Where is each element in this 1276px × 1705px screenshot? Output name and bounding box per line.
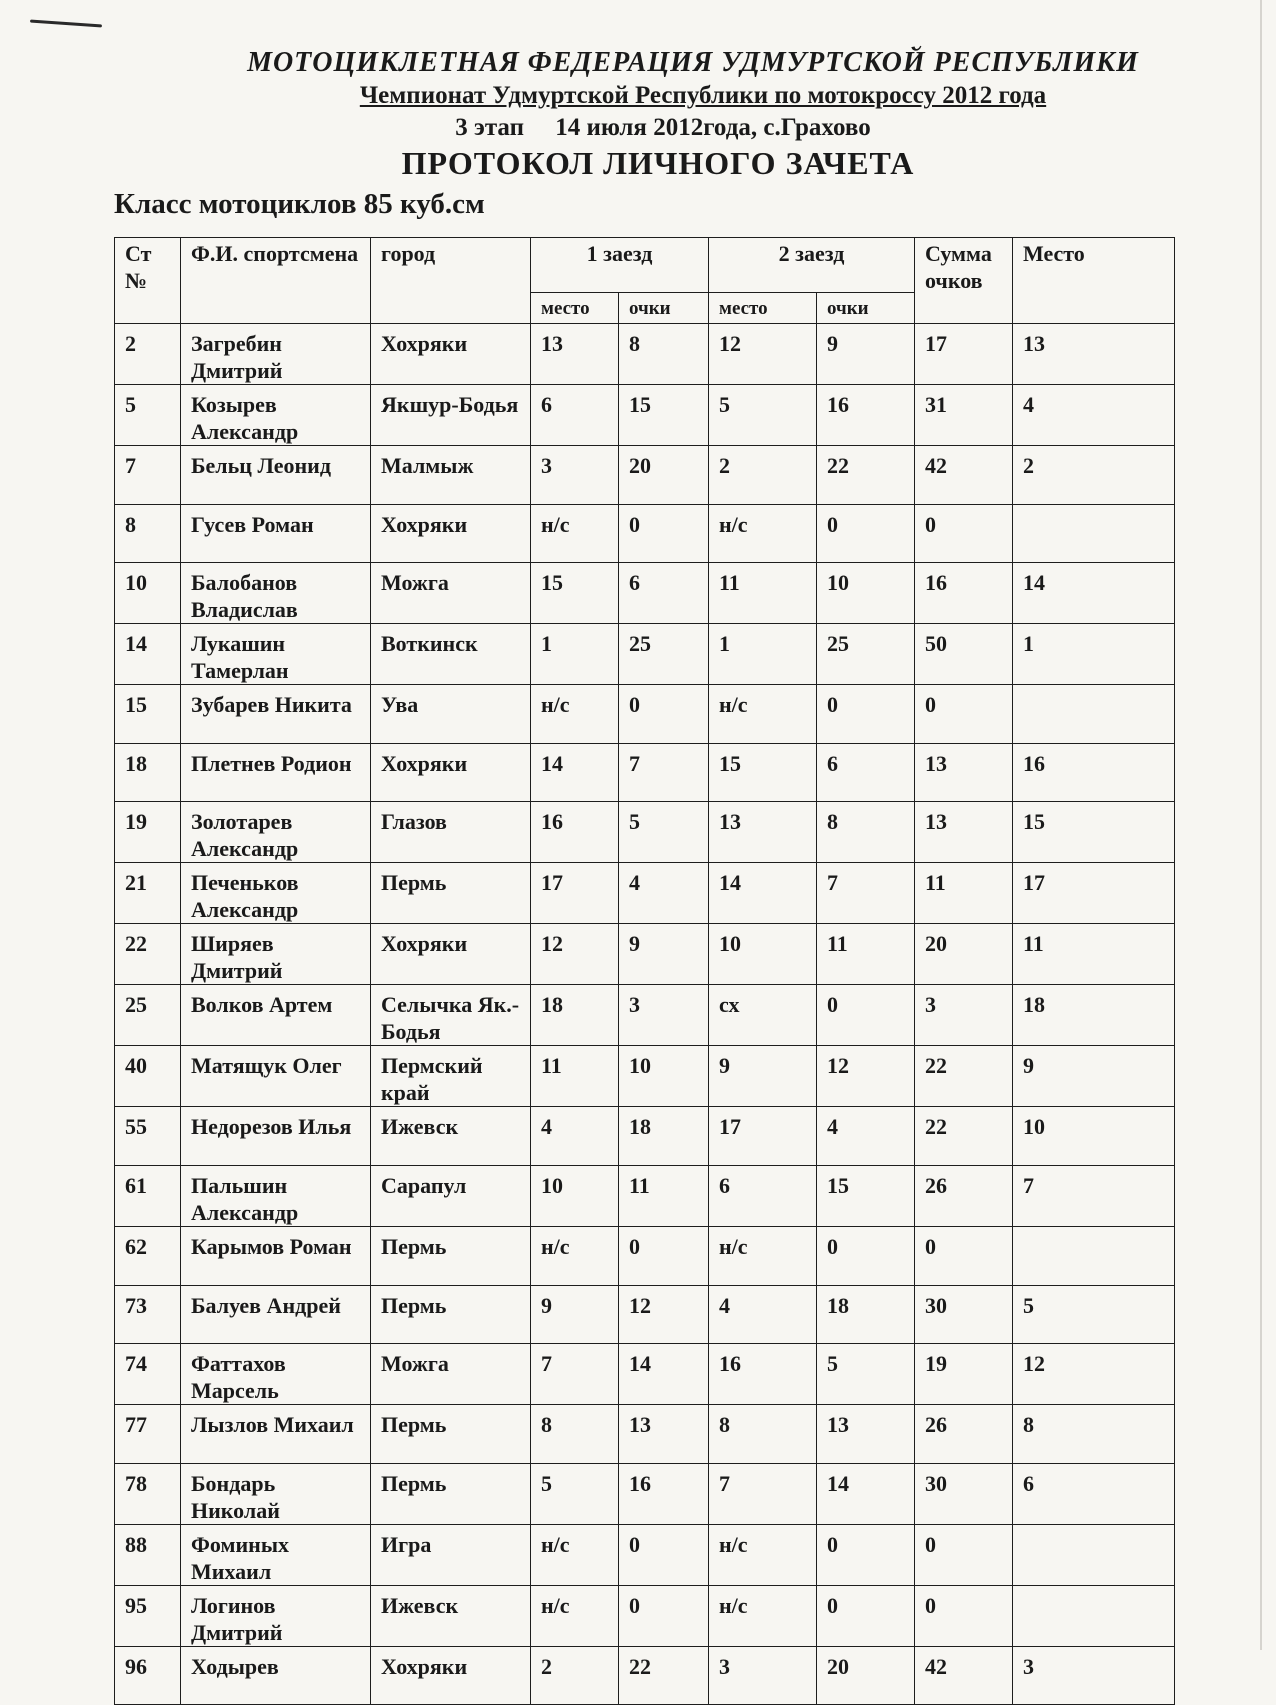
- cell-place: 2: [1013, 446, 1175, 505]
- cell-place: 4: [1013, 385, 1175, 446]
- cell-place: 14: [1013, 563, 1175, 624]
- cell-race2-points: 5: [817, 1344, 915, 1405]
- cell-race1-place: 16: [531, 802, 619, 863]
- cell-race2-place: 12: [709, 324, 817, 385]
- cell-race2-points: 13: [817, 1405, 915, 1464]
- cell-race1-place: 9: [531, 1285, 619, 1344]
- cell-race2-place: н/с: [709, 1585, 817, 1646]
- cell-city: Селычка Як.-Бодья: [371, 985, 531, 1046]
- cell-number: 22: [115, 924, 181, 985]
- cell-total: 50: [915, 624, 1013, 685]
- cell-race2-place: 16: [709, 1344, 817, 1405]
- cell-race1-points: 18: [619, 1107, 709, 1166]
- cell-name: Гусев Роман: [181, 504, 371, 563]
- cell-race2-points: 8: [817, 802, 915, 863]
- table-row: [115, 1046, 1175, 1107]
- cell-total: 0: [915, 504, 1013, 563]
- cell-race1-place: 4: [531, 1107, 619, 1166]
- cell-race1-points: 12: [619, 1285, 709, 1344]
- cell-race2-place: 4: [709, 1285, 817, 1344]
- cell-city: Пермь: [371, 1285, 531, 1344]
- cell-race1-place: 5: [531, 1463, 619, 1524]
- cell-race1-points: 16: [619, 1463, 709, 1524]
- cell-total: 30: [915, 1463, 1013, 1524]
- cell-name: Недорезов Илья: [181, 1107, 371, 1166]
- cell-city: Малмыж: [371, 446, 531, 505]
- cell-place: 12: [1013, 1344, 1175, 1405]
- cell-race2-place: 2: [709, 446, 817, 505]
- cell-number: 55: [115, 1107, 181, 1166]
- table-row: [115, 385, 1175, 446]
- cell-name: Лукашин Тамерлан: [181, 624, 371, 685]
- cell-name: Ходырев: [181, 1646, 371, 1705]
- cell-race2-place: 1: [709, 624, 817, 685]
- cell-number: 19: [115, 802, 181, 863]
- cell-place: 3: [1013, 1646, 1175, 1705]
- cell-place: [1013, 1585, 1175, 1646]
- cell-race2-points: 16: [817, 385, 915, 446]
- cell-race2-place: н/с: [709, 504, 817, 563]
- cell-race1-place: 2: [531, 1646, 619, 1705]
- cell-total: 42: [915, 446, 1013, 505]
- cell-race1-place: 3: [531, 446, 619, 505]
- cell-race1-place: н/с: [531, 504, 619, 563]
- cell-place: 10: [1013, 1107, 1175, 1166]
- cell-place: 8: [1013, 1405, 1175, 1464]
- table-row: [115, 1226, 1175, 1285]
- cell-race2-place: 3: [709, 1646, 817, 1705]
- cell-race2-points: 0: [817, 1226, 915, 1285]
- cell-race1-points: 6: [619, 563, 709, 624]
- cell-race1-points: 0: [619, 1524, 709, 1585]
- cell-place: 5: [1013, 1285, 1175, 1344]
- cell-race1-place: н/с: [531, 1585, 619, 1646]
- cell-total: 11: [915, 863, 1013, 924]
- cell-total: 17: [915, 324, 1013, 385]
- cell-name: Бельц Леонид: [181, 446, 371, 505]
- stage-info: 3 этап 14 июля 2012года, с.Грахово: [455, 114, 871, 141]
- table-row: [115, 1524, 1175, 1585]
- header-race1-points: очки: [619, 293, 709, 324]
- table-row: [115, 1344, 1175, 1405]
- cell-race1-points: 20: [619, 446, 709, 505]
- cell-race2-place: 14: [709, 863, 817, 924]
- cell-race2-place: сх: [709, 985, 817, 1046]
- cell-city: Хохряки: [371, 743, 531, 802]
- table-row: [115, 1165, 1175, 1226]
- cell-race2-points: 0: [817, 1585, 915, 1646]
- cell-race2-points: 18: [817, 1285, 915, 1344]
- cell-city: Ижевск: [371, 1107, 531, 1166]
- cell-city: Можга: [371, 563, 531, 624]
- cell-race1-place: 15: [531, 563, 619, 624]
- cell-name: Печеньков Александр: [181, 863, 371, 924]
- cell-race2-place: 8: [709, 1405, 817, 1464]
- cell-race1-points: 5: [619, 802, 709, 863]
- cell-city: Пермский край: [371, 1046, 531, 1107]
- cell-place: 15: [1013, 802, 1175, 863]
- cell-city: Ижевск: [371, 1585, 531, 1646]
- cell-race2-points: 7: [817, 863, 915, 924]
- cell-race2-place: 7: [709, 1463, 817, 1524]
- cell-place: 18: [1013, 985, 1175, 1046]
- cell-total: 42: [915, 1646, 1013, 1705]
- cell-number: 95: [115, 1585, 181, 1646]
- cell-place: [1013, 1524, 1175, 1585]
- protocol-title: ПРОТОКОЛ ЛИЧНОГО ЗАЧЕТА: [401, 145, 915, 181]
- cell-place: [1013, 504, 1175, 563]
- table-row: [115, 1646, 1175, 1705]
- cell-race1-place: 12: [531, 924, 619, 985]
- cell-race2-place: н/с: [709, 685, 817, 744]
- cell-race1-points: 25: [619, 624, 709, 685]
- cell-number: 88: [115, 1524, 181, 1585]
- cell-race1-place: 18: [531, 985, 619, 1046]
- cell-number: 5: [115, 385, 181, 446]
- table-row: [115, 1405, 1175, 1464]
- cell-number: 25: [115, 985, 181, 1046]
- results-table: [114, 237, 1175, 1705]
- cell-race1-place: н/с: [531, 1226, 619, 1285]
- table-row: [115, 624, 1175, 685]
- cell-number: 74: [115, 1344, 181, 1405]
- header-total: Сумма очков: [915, 238, 1013, 324]
- header-race2: 2 заезд: [709, 238, 915, 293]
- cell-race2-place: 11: [709, 563, 817, 624]
- cell-race1-points: 8: [619, 324, 709, 385]
- cell-race2-points: 0: [817, 504, 915, 563]
- cell-race1-place: 11: [531, 1046, 619, 1107]
- header-city: город: [371, 238, 531, 324]
- cell-race1-points: 22: [619, 1646, 709, 1705]
- cell-race1-points: 0: [619, 504, 709, 563]
- cell-name: Фаттахов Марсель: [181, 1344, 371, 1405]
- cell-number: 10: [115, 563, 181, 624]
- cell-race2-points: 12: [817, 1046, 915, 1107]
- table-row: [115, 1285, 1175, 1344]
- cell-race2-place: 5: [709, 385, 817, 446]
- cell-race2-points: 0: [817, 685, 915, 744]
- cell-place: 6: [1013, 1463, 1175, 1524]
- cell-name: Пальшин Александр: [181, 1165, 371, 1226]
- cell-city: Пермь: [371, 1405, 531, 1464]
- cell-race1-points: 11: [619, 1165, 709, 1226]
- cell-name: Загребин Дмитрий: [181, 324, 371, 385]
- cell-total: 0: [915, 1226, 1013, 1285]
- cell-number: 21: [115, 863, 181, 924]
- cell-race2-place: н/с: [709, 1226, 817, 1285]
- cell-name: Золотарев Александр: [181, 802, 371, 863]
- table-row: [115, 1585, 1175, 1646]
- table-row: [115, 1463, 1175, 1524]
- cell-race1-place: 1: [531, 624, 619, 685]
- cell-name: Балобанов Владислав: [181, 563, 371, 624]
- cell-race2-points: 0: [817, 1524, 915, 1585]
- cell-number: 15: [115, 685, 181, 744]
- document-header: [0, 46, 1276, 182]
- cell-name: Лызлов Михаил: [181, 1405, 371, 1464]
- cell-total: 30: [915, 1285, 1013, 1344]
- scan-pen-mark: [30, 19, 102, 27]
- cell-place: 17: [1013, 863, 1175, 924]
- results-body: [115, 324, 1175, 1705]
- cell-race1-points: 14: [619, 1344, 709, 1405]
- table-row: [115, 324, 1175, 385]
- cell-race2-points: 14: [817, 1463, 915, 1524]
- table-row: [115, 743, 1175, 802]
- cell-number: 8: [115, 504, 181, 563]
- header-place: Место: [1013, 238, 1175, 324]
- cell-place: 16: [1013, 743, 1175, 802]
- cell-name: Ширяев Дмитрий: [181, 924, 371, 985]
- cell-race2-place: н/с: [709, 1524, 817, 1585]
- cell-race2-points: 25: [817, 624, 915, 685]
- cell-city: Якшур-Бодья: [371, 385, 531, 446]
- table-row: [115, 685, 1175, 744]
- cell-city: Пермь: [371, 1226, 531, 1285]
- cell-race1-place: 17: [531, 863, 619, 924]
- cell-city: Можга: [371, 1344, 531, 1405]
- cell-race1-place: 14: [531, 743, 619, 802]
- cell-race1-place: 13: [531, 324, 619, 385]
- cell-name: Зубарев Никита: [181, 685, 371, 744]
- class-title: Класс мотоциклов 85 куб.см: [114, 188, 485, 220]
- table-row: [115, 1107, 1175, 1166]
- cell-race1-place: 10: [531, 1165, 619, 1226]
- cell-number: 40: [115, 1046, 181, 1107]
- cell-race1-points: 15: [619, 385, 709, 446]
- table-row: [115, 446, 1175, 505]
- cell-place: 11: [1013, 924, 1175, 985]
- cell-number: 14: [115, 624, 181, 685]
- cell-total: 13: [915, 743, 1013, 802]
- cell-city: Пермь: [371, 863, 531, 924]
- cell-total: 26: [915, 1165, 1013, 1226]
- cell-race1-points: 4: [619, 863, 709, 924]
- cell-total: 22: [915, 1107, 1013, 1166]
- cell-place: 9: [1013, 1046, 1175, 1107]
- cell-race2-points: 11: [817, 924, 915, 985]
- cell-race1-points: 13: [619, 1405, 709, 1464]
- cell-race2-place: 10: [709, 924, 817, 985]
- cell-race2-points: 4: [817, 1107, 915, 1166]
- cell-total: 3: [915, 985, 1013, 1046]
- cell-name: Карымов Роман: [181, 1226, 371, 1285]
- header-number: Ст №: [115, 238, 181, 324]
- cell-total: 0: [915, 1524, 1013, 1585]
- cell-race1-points: 7: [619, 743, 709, 802]
- cell-city: Ува: [371, 685, 531, 744]
- cell-place: 13: [1013, 324, 1175, 385]
- cell-race2-points: 9: [817, 324, 915, 385]
- cell-race2-place: 6: [709, 1165, 817, 1226]
- cell-place: [1013, 1226, 1175, 1285]
- cell-name: Плетнев Родион: [181, 743, 371, 802]
- cell-race1-points: 0: [619, 1226, 709, 1285]
- cell-race2-points: 15: [817, 1165, 915, 1226]
- cell-race1-points: 0: [619, 1585, 709, 1646]
- cell-number: 2: [115, 324, 181, 385]
- cell-name: Волков Артем: [181, 985, 371, 1046]
- cell-race1-place: 6: [531, 385, 619, 446]
- cell-total: 0: [915, 1585, 1013, 1646]
- cell-city: Хохряки: [371, 1646, 531, 1705]
- scan-edge-line: [1260, 0, 1262, 1650]
- table-row: [115, 563, 1175, 624]
- cell-number: 77: [115, 1405, 181, 1464]
- header-race2-points: очки: [817, 293, 915, 324]
- table-row: [115, 985, 1175, 1046]
- cell-race1-points: 10: [619, 1046, 709, 1107]
- table-row: [115, 504, 1175, 563]
- cell-city: Хохряки: [371, 504, 531, 563]
- cell-name: Фоминых Михаил: [181, 1524, 371, 1585]
- cell-race2-place: 17: [709, 1107, 817, 1166]
- cell-number: 18: [115, 743, 181, 802]
- cell-city: Игра: [371, 1524, 531, 1585]
- header-race1: 1 заезд: [531, 238, 709, 293]
- cell-name: Логинов Дмитрий: [181, 1585, 371, 1646]
- cell-race1-place: н/с: [531, 1524, 619, 1585]
- table-row: [115, 802, 1175, 863]
- cell-race1-place: 8: [531, 1405, 619, 1464]
- cell-total: 20: [915, 924, 1013, 985]
- cell-city: Сарапул: [371, 1165, 531, 1226]
- cell-race2-points: 22: [817, 446, 915, 505]
- cell-name: Матящук Олег: [181, 1046, 371, 1107]
- cell-total: 22: [915, 1046, 1013, 1107]
- cell-total: 16: [915, 563, 1013, 624]
- cell-place: [1013, 685, 1175, 744]
- cell-race1-points: 3: [619, 985, 709, 1046]
- cell-number: 78: [115, 1463, 181, 1524]
- cell-race2-place: 13: [709, 802, 817, 863]
- cell-number: 62: [115, 1226, 181, 1285]
- championship-title: Чемпионат Удмуртской Республики по мотокроссу 2012 года: [359, 82, 1047, 109]
- cell-city: Пермь: [371, 1463, 531, 1524]
- cell-race2-place: 15: [709, 743, 817, 802]
- header-race1-place: место: [531, 293, 619, 324]
- cell-race1-place: н/с: [531, 685, 619, 744]
- cell-total: 31: [915, 385, 1013, 446]
- cell-race2-points: 6: [817, 743, 915, 802]
- cell-total: 19: [915, 1344, 1013, 1405]
- cell-race2-points: 0: [817, 985, 915, 1046]
- table-row: [115, 924, 1175, 985]
- cell-place: 1: [1013, 624, 1175, 685]
- cell-number: 73: [115, 1285, 181, 1344]
- cell-name: Балуев Андрей: [181, 1285, 371, 1344]
- cell-city: Воткинск: [371, 624, 531, 685]
- federation-title: МОТОЦИКЛЕТНАЯ ФЕДЕРАЦИЯ УДМУРТСКОЙ РЕСПУБЛИКИ: [247, 47, 1139, 78]
- cell-total: 0: [915, 685, 1013, 744]
- cell-race1-points: 0: [619, 685, 709, 744]
- cell-total: 26: [915, 1405, 1013, 1464]
- cell-total: 13: [915, 802, 1013, 863]
- cell-race1-points: 9: [619, 924, 709, 985]
- cell-city: Глазов: [371, 802, 531, 863]
- cell-name: Козырев Александр: [181, 385, 371, 446]
- cell-race2-points: 20: [817, 1646, 915, 1705]
- cell-place: 7: [1013, 1165, 1175, 1226]
- cell-race1-place: 7: [531, 1344, 619, 1405]
- cell-name: Бондарь Николай: [181, 1463, 371, 1524]
- header-race2-place: место: [709, 293, 817, 324]
- table-row: [115, 863, 1175, 924]
- cell-number: 61: [115, 1165, 181, 1226]
- cell-number: 96: [115, 1646, 181, 1705]
- cell-race2-place: 9: [709, 1046, 817, 1107]
- header-name: Ф.И. спортсмена: [181, 238, 371, 324]
- cell-race2-points: 10: [817, 563, 915, 624]
- cell-city: Хохряки: [371, 924, 531, 985]
- cell-number: 7: [115, 446, 181, 505]
- cell-city: Хохряки: [371, 324, 531, 385]
